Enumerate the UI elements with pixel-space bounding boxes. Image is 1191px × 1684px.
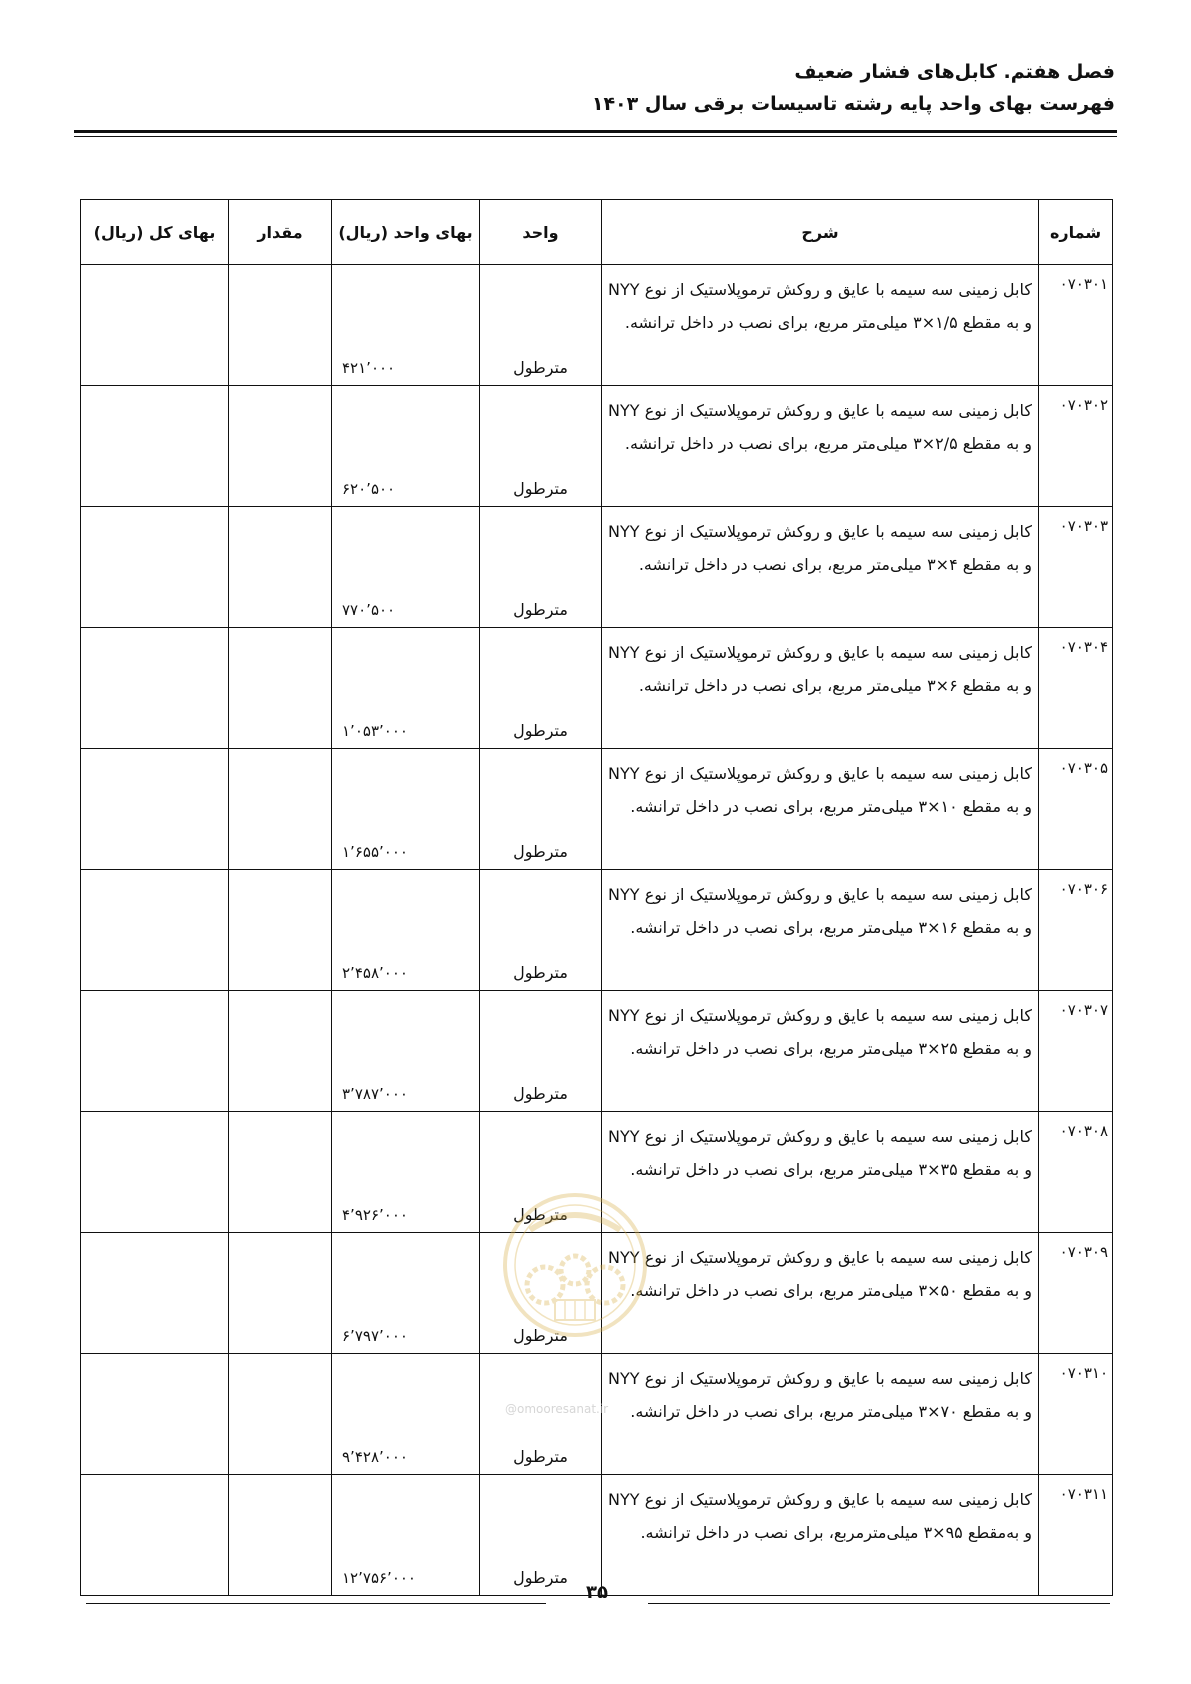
item-unit: مترطول [480,1475,602,1596]
item-code: ۰۷۰۳۰۵ [1039,749,1113,870]
item-total-price [81,1233,229,1354]
item-description: کابل زمینی سه سیمه با عایق و روکش ترموپلاستیک از نوع NYY و به مقطع ۲۵×۳ میلی‌متر مربع، برای نصب در داخل ترانشه. [602,991,1039,1112]
column-header-unit: واحد [480,200,602,265]
item-quantity [229,507,332,628]
table-row [81,1112,1113,1233]
item-quantity [229,870,332,991]
item-quantity [229,749,332,870]
table-row [81,749,1113,870]
item-code: ۰۷۰۳۰۳ [1039,507,1113,628]
item-description: کابل زمینی سه سیمه با عایق و روکش ترموپلاستیک از نوع NYY و به مقطع ۶×۳ میلی‌متر مربع، برای نصب در داخل ترانشه. [602,628,1039,749]
item-total-price [81,386,229,507]
item-code: ۰۷۰۳۱۰ [1039,1354,1113,1475]
item-unit: مترطول [480,386,602,507]
column-header-code: شماره [1039,200,1113,265]
item-code: ۰۷۰۳۱۱ [1039,1475,1113,1596]
column-header-unit-price: بهای واحد (ریال) [332,200,480,265]
footer-rule-right [648,1603,1110,1604]
header-rule-thin [74,136,1117,137]
table-row [81,628,1113,749]
column-header-quantity: مقدار [229,200,332,265]
item-unit-price: ۱٬۰۵۳٬۰۰۰ [332,628,480,749]
item-description: کابل زمینی سه سیمه با عایق و روکش ترموپلاستیک از نوع NYY و به مقطع ۲/۵×۳ میلی‌متر مربع، برای نصب در داخل ترانشه. [602,386,1039,507]
item-unit: مترطول [480,991,602,1112]
item-description: کابل زمینی سه سیمه با عایق و روکش ترموپلاستیک از نوع NYY و به مقطع ۱/۵×۳ میلی‌متر مربع، برای نصب در داخل ترانشه. [602,265,1039,386]
item-quantity [229,1354,332,1475]
page-header [115,58,1115,118]
table-row [81,265,1113,386]
column-header-total-price: بهای کل (ریال) [81,200,229,265]
item-unit: مترطول [480,749,602,870]
item-total-price [81,628,229,749]
item-total-price [81,870,229,991]
table-row [81,1475,1113,1596]
watermark-url: @omooresanat.ir [505,1402,609,1416]
item-description: کابل زمینی سه سیمه با عایق و روکش ترموپلاستیک از نوع NYY و به‌مقطع ۹۵×۳ میلی‌مترمربع، برای نصب در داخل ترانشه. [602,1475,1039,1596]
item-unit-price: ۱٬۶۵۵٬۰۰۰ [332,749,480,870]
item-unit: مترطول [480,1354,602,1475]
item-unit: مترطول [480,1233,602,1354]
price-list-table [80,199,1113,1596]
item-description: کابل زمینی سه سیمه با عایق و روکش ترموپلاستیک از نوع NYY و به مقطع ۴×۳ میلی‌متر مربع، برای نصب در داخل ترانشه. [602,507,1039,628]
table-row [81,870,1113,991]
item-unit: مترطول [480,507,602,628]
item-unit-price: ۶۲۰٬۵۰۰ [332,386,480,507]
item-unit-price: ۴٬۹۲۶٬۰۰۰ [332,1112,480,1233]
header-rule-thick [74,130,1117,133]
item-total-price [81,1475,229,1596]
table-row [81,507,1113,628]
item-unit-price: ۶٬۷۹۷٬۰۰۰ [332,1233,480,1354]
item-description: کابل زمینی سه سیمه با عایق و روکش ترموپلاستیک از نوع NYY و به مقطع ۳۵×۳ میلی‌متر مربع، برای نصب در داخل ترانشه. [602,1112,1039,1233]
item-description: کابل زمینی سه سیمه با عایق و روکش ترموپلاستیک از نوع NYY و به مقطع ۱۰×۳ میلی‌متر مربع، برای نصب در داخل ترانشه. [602,749,1039,870]
item-unit: مترطول [480,628,602,749]
item-code: ۰۷۰۳۰۲ [1039,386,1113,507]
item-unit-price: ۷۷۰٬۵۰۰ [332,507,480,628]
item-code: ۰۷۰۳۰۶ [1039,870,1113,991]
item-code: ۰۷۰۳۰۱ [1039,265,1113,386]
item-unit-price: ۹٬۴۲۸٬۰۰۰ [332,1354,480,1475]
item-total-price [81,1354,229,1475]
item-quantity [229,1475,332,1596]
page-number: ۳۵ [586,1582,608,1603]
item-unit: مترطول [480,1112,602,1233]
item-unit-price: ۲٬۴۵۸٬۰۰۰ [332,870,480,991]
item-description: کابل زمینی سه سیمه با عایق و روکش ترموپلاستیک از نوع NYY و به مقطع ۵۰×۳ میلی‌متر مربع، برای نصب در داخل ترانشه. [602,1233,1039,1354]
item-description: کابل زمینی سه سیمه با عایق و روکش ترموپلاستیک از نوع NYY و به مقطع ۷۰×۳ میلی‌متر مربع، برای نصب در داخل ترانشه. [602,1354,1039,1475]
item-total-price [81,991,229,1112]
table-row [81,991,1113,1112]
item-quantity [229,386,332,507]
item-unit: مترطول [480,265,602,386]
item-quantity [229,628,332,749]
item-unit: مترطول [480,870,602,991]
item-quantity [229,265,332,386]
item-unit-price: ۳٬۷۸۷٬۰۰۰ [332,991,480,1112]
table-row [81,1233,1113,1354]
item-code: ۰۷۰۳۰۷ [1039,991,1113,1112]
chapter-title: فصل هفتم. کابل‌های فشار ضعیف [794,61,1115,83]
item-code: ۰۷۰۳۰۴ [1039,628,1113,749]
table-row [81,386,1113,507]
item-code: ۰۷۰۳۰۹ [1039,1233,1113,1354]
item-quantity [229,1233,332,1354]
item-unit-price: ۴۲۱٬۰۰۰ [332,265,480,386]
item-description: کابل زمینی سه سیمه با عایق و روکش ترموپلاستیک از نوع NYY و به مقطع ۱۶×۳ میلی‌متر مربع، برای نصب در داخل ترانشه. [602,870,1039,991]
item-total-price [81,507,229,628]
item-quantity [229,1112,332,1233]
item-total-price [81,265,229,386]
document-subtitle: فهرست بهای واحد پایه رشته تاسیسات برقی سال ۱۴۰۳ [591,93,1115,115]
column-header-description: شرح [602,200,1039,265]
item-quantity [229,991,332,1112]
item-unit-price: ۱۲٬۷۵۶٬۰۰۰ [332,1475,480,1596]
item-total-price [81,1112,229,1233]
item-total-price [81,749,229,870]
item-code: ۰۷۰۳۰۸ [1039,1112,1113,1233]
table-header-row [81,200,1113,265]
footer-rule-left [86,1603,546,1604]
